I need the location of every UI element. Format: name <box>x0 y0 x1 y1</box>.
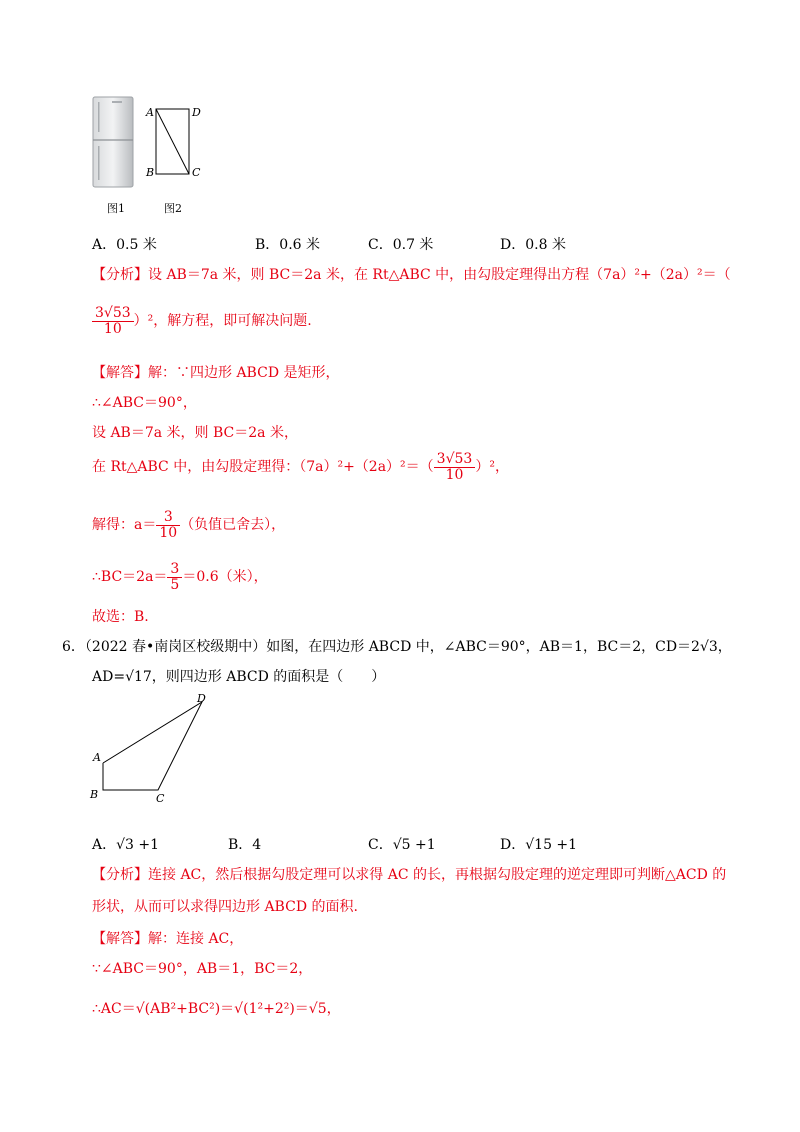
analysis-tag: 【分析】 <box>92 267 148 283</box>
quadrilateral-diagram <box>86 690 216 806</box>
option-letter: D． <box>500 837 526 853</box>
option-letter: A． <box>92 237 117 253</box>
bc-post: ＝0.6（米）， <box>182 569 268 586</box>
figure-label-1: 图1 <box>107 202 125 215</box>
q6-answer-line1 <box>92 928 243 948</box>
option-letter: A． <box>92 837 117 853</box>
q5-angle-line: ∴∠ABC＝90°， <box>92 395 197 411</box>
fraction-denominator: 10 <box>103 320 122 337</box>
fraction-numerator: 3√53 <box>434 452 476 468</box>
option-text: 4 <box>252 837 262 853</box>
q5-solve-line <box>92 510 285 540</box>
option-text: √15 +1 <box>525 837 578 853</box>
solve-pre: 解得：a＝ <box>92 517 157 534</box>
label-b: B <box>146 166 155 179</box>
option-text: 0.8 米 <box>525 237 566 253</box>
option-text: √3 +1 <box>116 837 160 853</box>
solve-post: （负值已舍去）， <box>180 517 286 534</box>
analysis-text: 设 AB＝7a 米，则 BC＝2a 米，在 Rt△ABC 中，由勾股定理得出方程（7a）²+（2a）²＝（ <box>148 267 731 283</box>
answer-tag: 【解答】 <box>92 365 148 381</box>
q5-analysis-line1 <box>92 264 731 284</box>
option-letter: C． <box>368 837 393 853</box>
fraction-numerator: 3 <box>167 562 182 578</box>
rectangle-diagram <box>144 104 204 180</box>
analysis-tag: 【分析】 <box>92 867 148 883</box>
q5-analysis-line2 <box>92 306 312 336</box>
q5-pythagoras-line <box>92 452 509 482</box>
option-b[interactable] <box>255 234 320 254</box>
fraction-denominator: 10 <box>159 524 178 541</box>
analysis-text: 连接 AC，然后根据勾股定理可以求得 AC 的长，再根据勾股定理的逆定理即可判断△ACD 的 <box>148 867 727 883</box>
label-c: C <box>192 166 201 179</box>
fraction <box>156 510 180 540</box>
pyth-post: ）²， <box>475 459 509 476</box>
option-text: 0.6 米 <box>279 237 321 253</box>
option-d[interactable] <box>500 834 577 854</box>
pyth-pre: 在 Rt△ABC 中，由勾股定理得：（7a）²+（2a）²＝（ <box>92 459 434 476</box>
fridge-image <box>92 96 136 188</box>
bc-pre: ∴BC＝2a＝ <box>92 569 168 586</box>
label-b: B <box>90 788 99 801</box>
q6-because-line: ∵∠ABC＝90°，AB＝1，BC＝2， <box>92 961 313 977</box>
q6-analysis-line2: 形状，从而可以求得四边形 ABCD 的面积. <box>92 899 358 915</box>
q5-answer-line1 <box>92 362 340 382</box>
q6-stem-line2: AD=√17，则四边形 ABCD 的面积是（ ） <box>92 669 386 685</box>
q6-analysis-line1 <box>92 864 726 884</box>
option-b[interactable] <box>228 834 261 854</box>
option-c[interactable] <box>368 834 436 854</box>
label-d: D <box>192 106 201 119</box>
fraction-numerator: 3 <box>156 510 180 526</box>
figure-label-2: 图2 <box>164 202 182 215</box>
fraction <box>434 452 476 482</box>
q5-bc-line <box>92 562 268 592</box>
fraction <box>92 306 134 336</box>
option-letter: B． <box>255 237 280 253</box>
option-a[interactable] <box>92 834 159 854</box>
label-a: A <box>93 751 101 764</box>
label-a: A <box>146 106 154 119</box>
label-c: C <box>156 792 165 805</box>
option-d[interactable] <box>500 234 566 254</box>
option-c[interactable] <box>368 234 433 254</box>
label-d: D <box>197 692 206 705</box>
analysis-text-tail: ）²，解方程，即可解决问题. <box>133 313 312 330</box>
option-a[interactable] <box>92 234 157 254</box>
answer-text: 解：连接 AC， <box>148 931 244 947</box>
option-text: √5 +1 <box>392 837 436 853</box>
answer-text: 解：∵四边形 ABCD 是矩形， <box>148 365 340 381</box>
fraction-denominator: 10 <box>445 466 464 483</box>
fraction-numerator: 3√53 <box>92 306 134 322</box>
fraction <box>167 562 182 592</box>
option-letter: C． <box>368 237 393 253</box>
q6-ac-line: ∴AC＝√(AB²+BC²)＝√(1²+2²)＝√5， <box>92 1001 341 1017</box>
fraction-denominator: 5 <box>170 576 180 593</box>
option-text: 0.7 米 <box>392 237 434 253</box>
answer-tag: 【解答】 <box>92 931 148 947</box>
q6-stem-line1: 6．（2022 春•南岗区校级期中）如图，在四边形 ABCD 中，∠ABC＝90°，AB＝1，BC＝2，CD＝2√3， <box>62 639 732 655</box>
option-text: 0.5 米 <box>116 237 157 253</box>
q5-choose-line: 故选：B. <box>92 609 149 625</box>
option-letter: D． <box>500 237 526 253</box>
q5-set-line: 设 AB＝7a 米，则 BC＝2a 米， <box>92 425 298 441</box>
option-letter: B． <box>228 837 253 853</box>
